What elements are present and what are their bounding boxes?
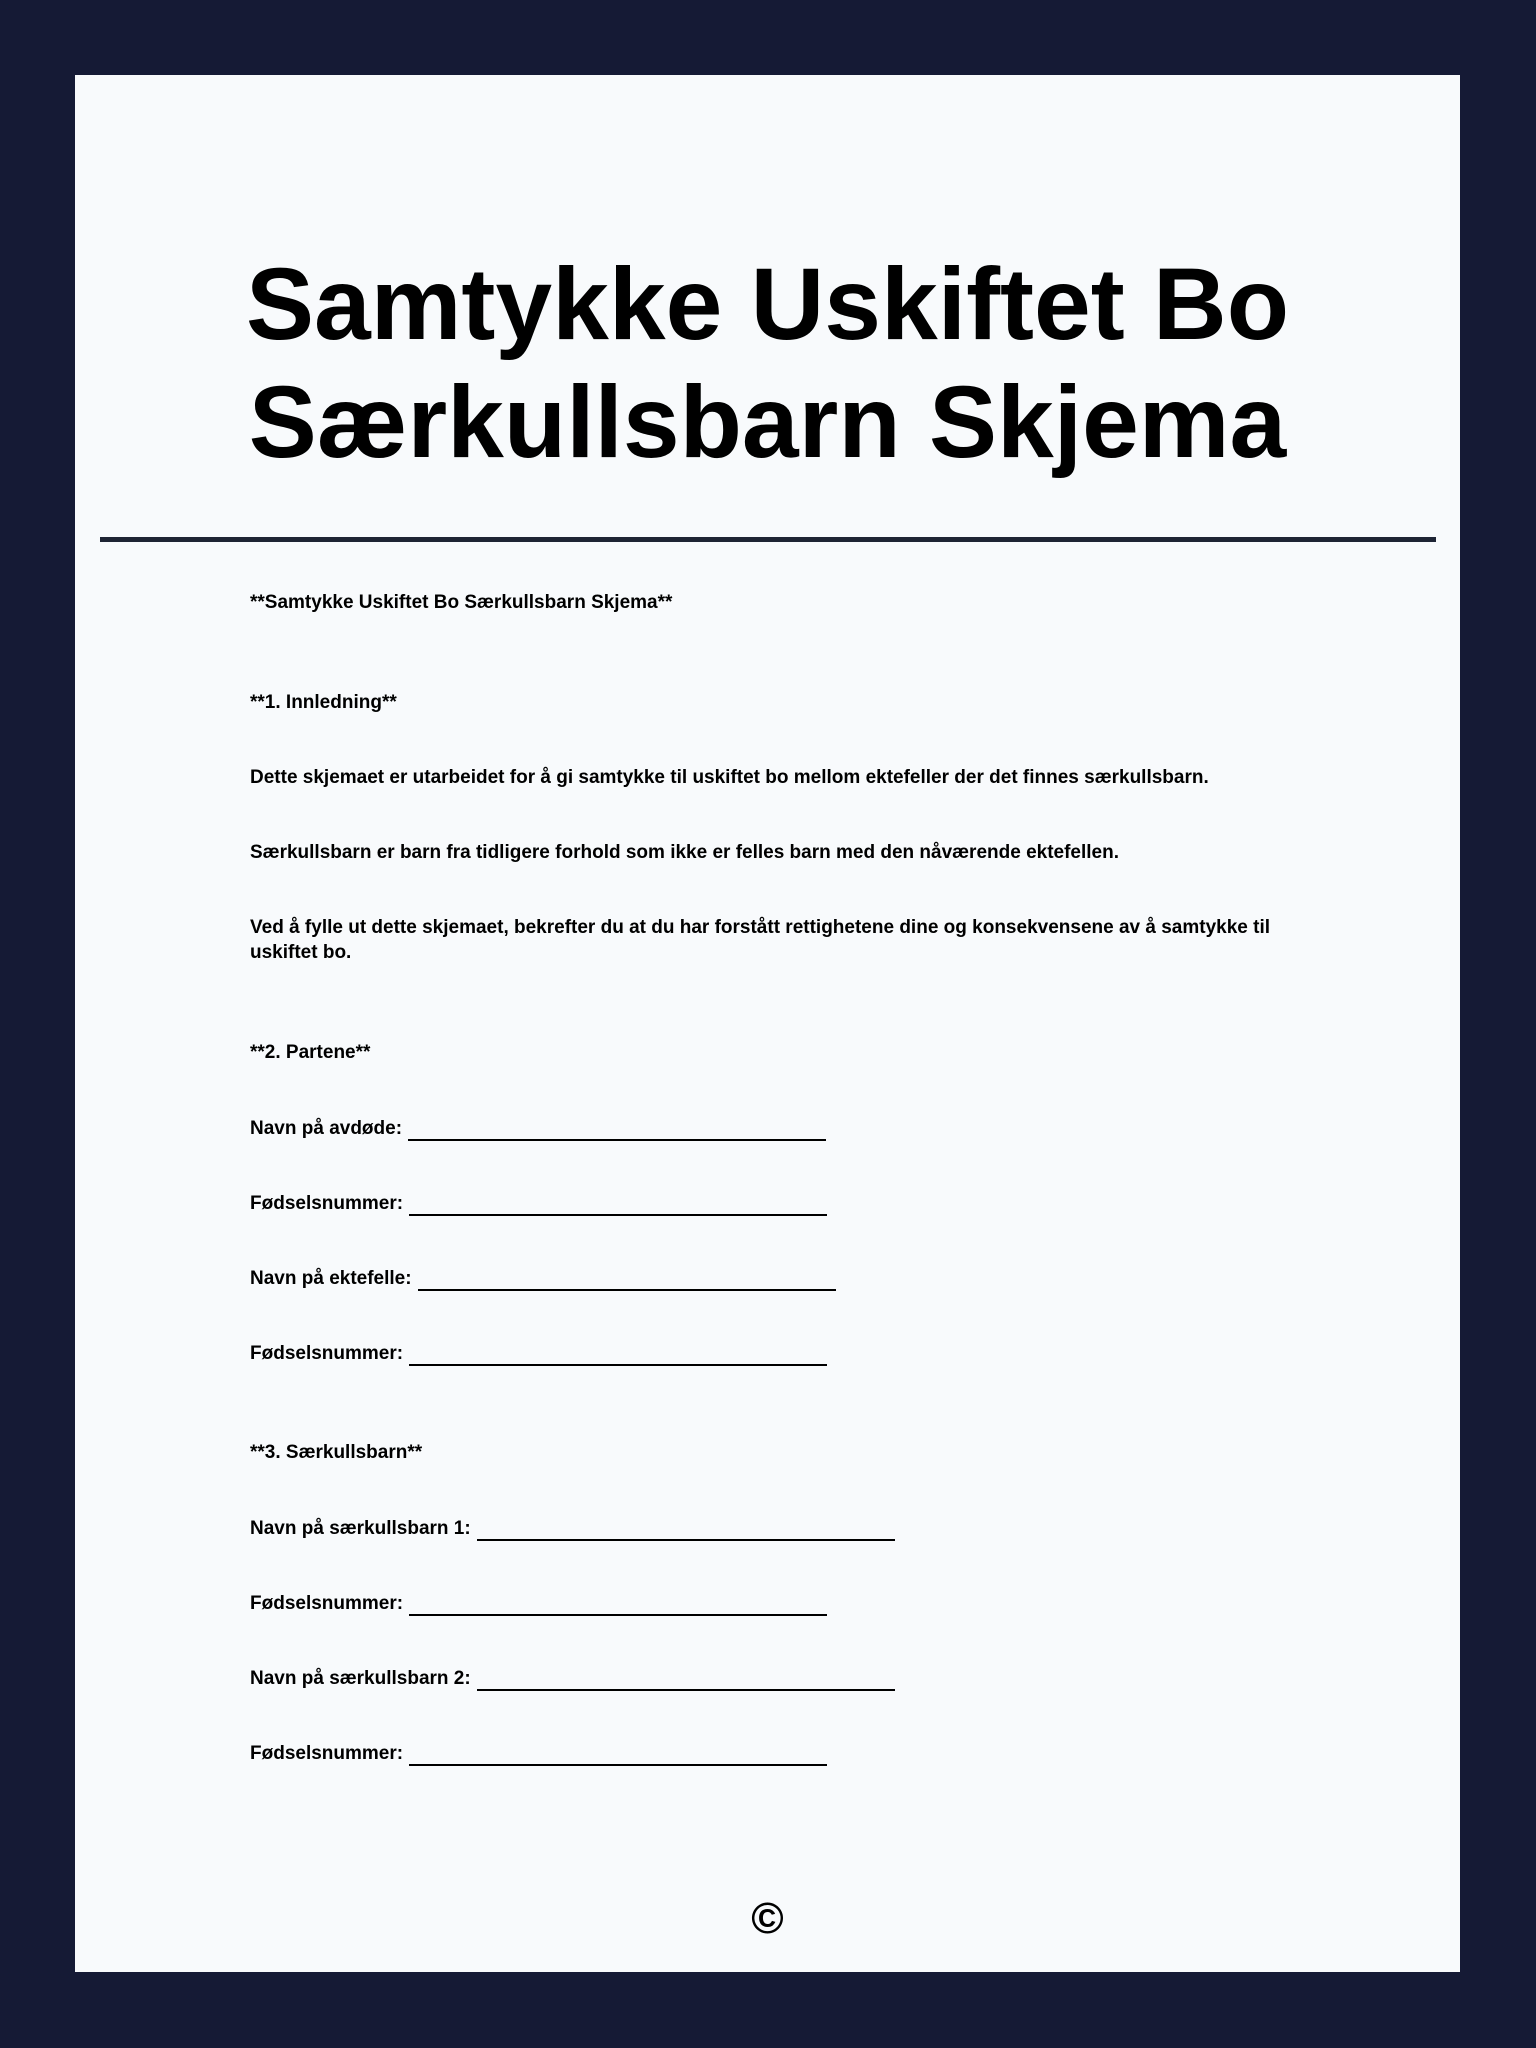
field-label: Navn på særkullsbarn 1: (250, 1518, 471, 1539)
field-label: Fødselsnummer: (250, 1743, 404, 1764)
intro-paragraph-2: Særkullsbarn er barn fra tidligere forhold som ikke er felles barn med den nåværende ektefellen. (250, 842, 1119, 863)
field-label: Navn på ektefelle: (250, 1268, 412, 1289)
fill-in-line[interactable] (477, 1515, 895, 1541)
field-row-child-1-id (250, 1590, 1310, 1616)
field-row-spouse-id (250, 1340, 1310, 1366)
field-label: Navn på særkullsbarn 2: (250, 1668, 471, 1689)
fill-in-line[interactable] (409, 1340, 827, 1366)
title-divider (100, 537, 1436, 542)
fill-in-line[interactable] (418, 1265, 836, 1291)
fill-in-line[interactable] (409, 1190, 827, 1216)
field-row-deceased-id (250, 1190, 1310, 1216)
intro-paragraph-3: Ved å fylle ut dette skjemaet, bekrefter du at du har forstått rettighetene dine og konsekvensene av å samtykke til uskiftet bo. (250, 917, 1271, 963)
fill-in-line[interactable] (409, 1740, 827, 1766)
field-label: Fødselsnummer: (250, 1593, 404, 1614)
field-row-child-1-name (250, 1515, 1310, 1541)
section-2-heading: **2. Partene** (250, 1042, 371, 1063)
field-label: Fødselsnummer: (250, 1343, 404, 1364)
field-row-deceased-name (250, 1115, 1310, 1141)
fill-in-line[interactable] (409, 1590, 827, 1616)
fill-in-line[interactable] (477, 1665, 895, 1691)
field-row-child-2-id (250, 1740, 1310, 1766)
field-label: Fødselsnummer: (250, 1193, 404, 1214)
document-page (75, 75, 1460, 1972)
document-heading: **Samtykke Uskiftet Bo Særkullsbarn Skjema** (250, 592, 673, 613)
section-1-heading: **1. Innledning** (250, 692, 397, 713)
fill-in-line[interactable] (408, 1115, 826, 1141)
copyright-icon: © (751, 1894, 784, 1943)
document-title: Samtykke Uskiftet Bo Særkullsbarn Skjema (245, 247, 1290, 479)
intro-paragraph-1: Dette skjemaet er utarbeidet for å gi samtykke til uskiftet bo mellom ektefeller der det finnes særkullsbarn. (250, 767, 1209, 788)
field-row-child-2-name (250, 1665, 1310, 1691)
section-3-heading: **3. Særkullsbarn** (250, 1442, 423, 1463)
field-label: Navn på avdøde: (250, 1118, 403, 1139)
field-row-spouse-name (250, 1265, 1310, 1291)
